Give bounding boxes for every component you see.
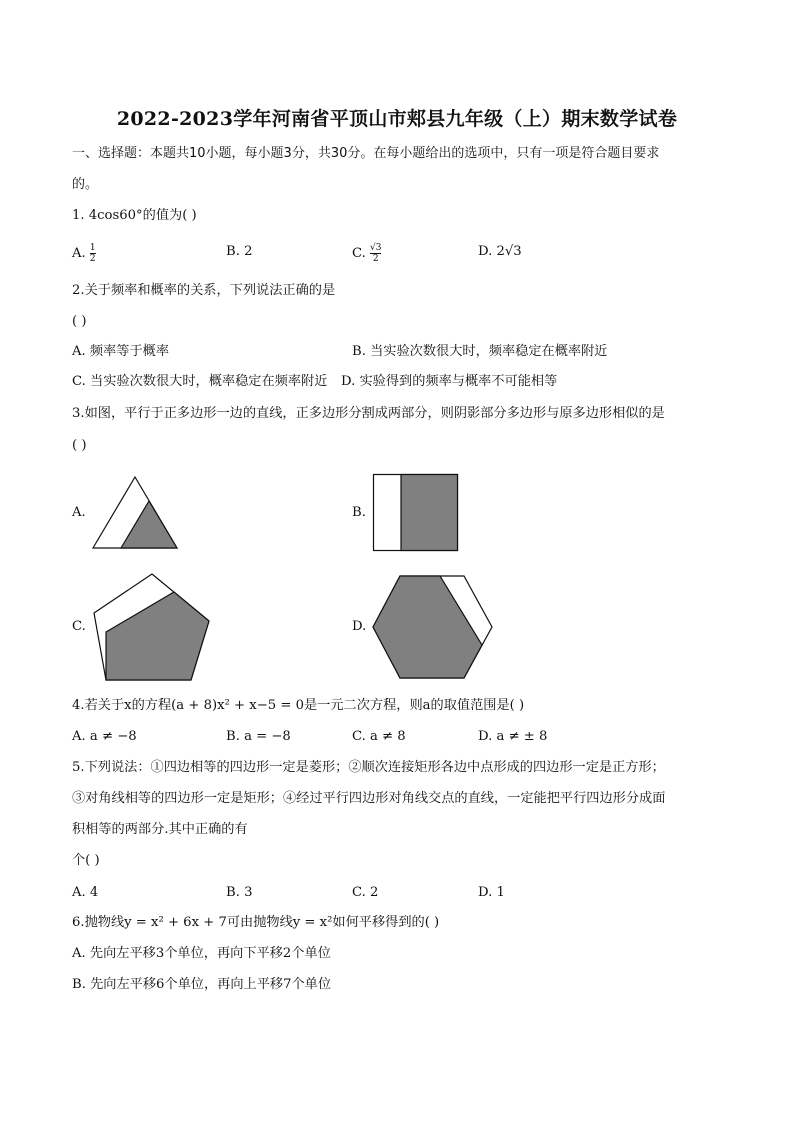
q3-figure-d-hexagon — [370, 572, 496, 682]
q5-option-c: C. 2 — [352, 885, 379, 900]
section-instructions-line2: 的。 — [72, 177, 99, 192]
question-2-stem: 2.关于频率和概率的关系，下列说法正确的是 — [72, 283, 336, 298]
q1-c-fraction: $\frac{√3}{2}$ — [370, 243, 382, 264]
q3-option-b-label: B. — [352, 505, 366, 520]
q3-option-c-label: C. — [72, 619, 86, 634]
q2-option-d: D. 实验得到的频率与概率不可能相等 — [341, 374, 558, 389]
q1-option-d: D. 2√3 — [478, 244, 522, 259]
question-6-stem: 6.抛物线y = x² + 6x + 7可由抛物线y = x²如何平移得到的( ) — [72, 915, 440, 930]
q1-a-fraction: $\frac{1}{2}$ — [89, 243, 96, 264]
page-title: 2022-2023学年河南省平顶山市郏县九年级（上）期末数学试卷 — [116, 108, 678, 130]
section-instructions-line1: 一、选择题：本题共10小题，每小题3分，共30分。在每小题给出的选项中，只有一项是符合题目要求 — [72, 146, 660, 161]
q5-option-a: A. 4 — [72, 885, 99, 900]
q5-option-d: D. 1 — [478, 885, 505, 900]
question-5-line1: 5.下列说法：①四边相等的四边形一定是菱形；②顺次连接矩形各边中点形成的四边形一定是正方形； — [72, 760, 665, 775]
q4-option-c: C. a ≠ 8 — [352, 729, 406, 744]
q3-option-d-label: D. — [352, 619, 367, 634]
q2-option-a: A. 频率等于概率 — [72, 344, 170, 359]
q4-option-a: A. a ≠ −8 — [72, 729, 137, 744]
question-1-stem: 1. 4cos60°的值为( ) — [72, 208, 197, 223]
q2-option-b: B. 当实验次数很大时，频率稳定在概率附近 — [352, 344, 608, 359]
question-3-paren: ( ) — [72, 438, 87, 453]
q3-figure-a-triangle — [90, 474, 182, 552]
q1-option-c: C. $\frac{√3}{2}$ — [352, 243, 382, 264]
question-5-line3: 积相等的两部分.其中正确的有 — [72, 822, 248, 837]
q6-option-a: A. 先向左平移3个单位，再向下平移2个单位 — [72, 946, 331, 961]
q5-option-b: B. 3 — [226, 885, 253, 900]
q1-option-a: A. $\frac{1}{2}$ — [72, 243, 96, 264]
q4-option-d: D. a ≠ ± 8 — [478, 729, 548, 744]
q1-option-b: B. 2 — [226, 244, 253, 259]
q3-figure-b-rectangle — [372, 473, 460, 553]
question-5-line4: 个( ) — [72, 853, 100, 868]
q4-option-b: B. a = −8 — [226, 729, 291, 744]
q3-option-a-label: A. — [72, 505, 86, 520]
q2-option-c: C. 当实验次数很大时，概率稳定在频率附近 — [72, 374, 328, 389]
q3-figure-c-pentagon — [90, 570, 212, 684]
question-2-paren: ( ) — [72, 314, 87, 329]
question-3-stem: 3.如图，平行于正多边形一边的直线，正多边形分割成两部分，则阴影部分多边形与原多边形相似的是 — [72, 406, 665, 421]
question-5-line2: ③对角线相等的四边形一定是矩形；④经过平行四边形对角线交点的直线，一定能把平行四边形分成面 — [72, 791, 666, 806]
question-4-stem: 4.若关于x的方程(a + 8)x² + x−5 = 0是一元二次方程，则a的取值范围是( ) — [72, 698, 525, 713]
q6-option-b: B. 先向左平移6个单位，再向上平移7个单位 — [72, 977, 332, 992]
